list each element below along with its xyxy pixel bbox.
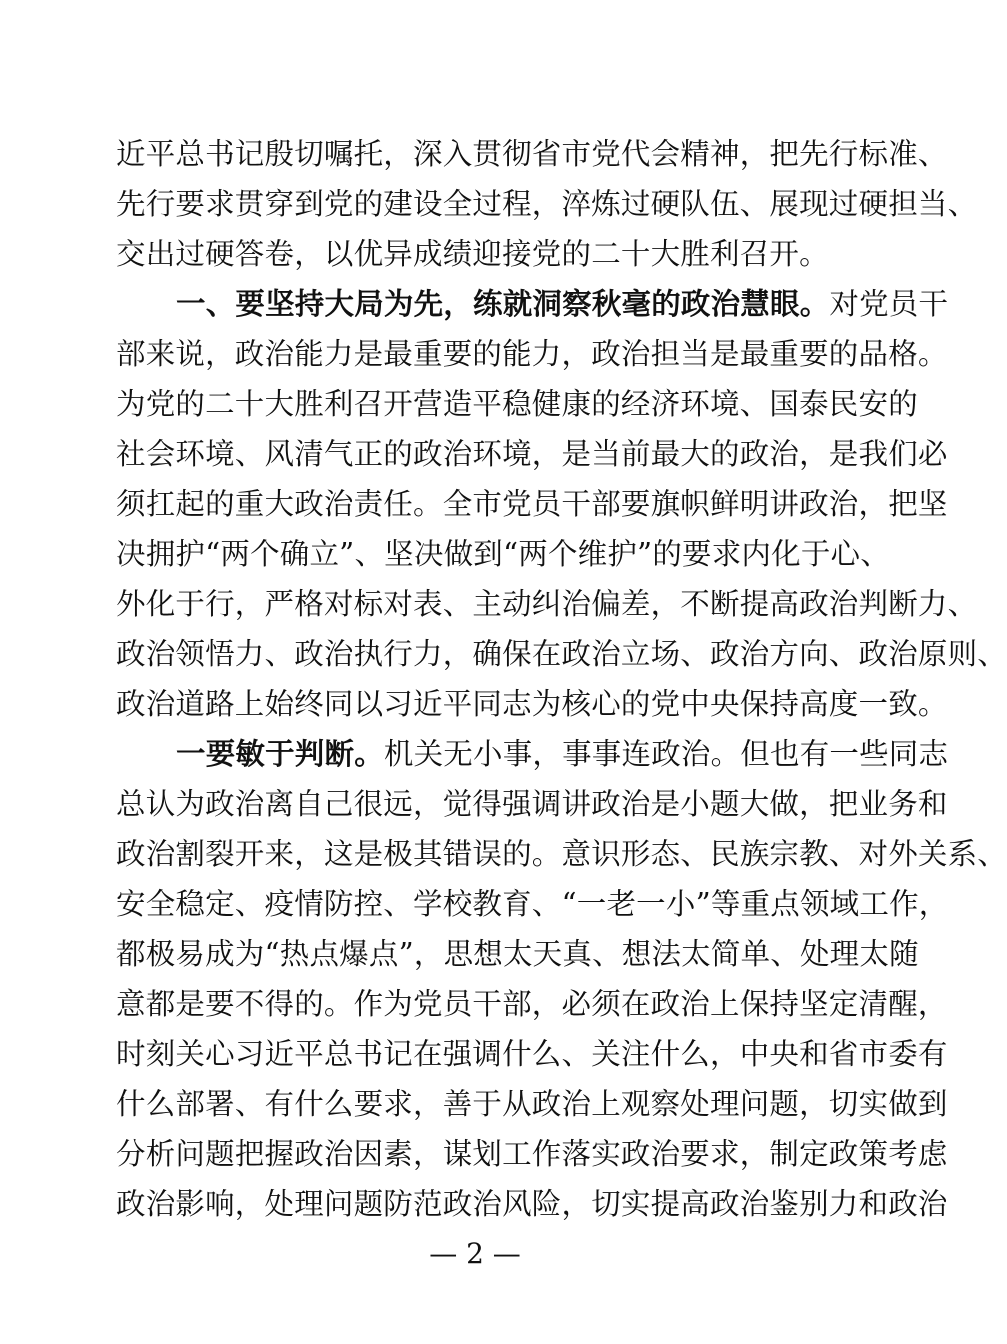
section-heading: 一、要坚持大局为先，练就洞察秋毫的政治慧眼。 — [176, 286, 830, 321]
subsection-heading: 一要敏于判断。 — [176, 736, 384, 771]
text-line: 意都是要不得的。作为党员干部，必须在政治上保持坚定清醒， — [116, 987, 948, 1021]
text-line: 什么部署、有什么要求，善于从政治上观察处理问题，切实做到 — [116, 1087, 948, 1121]
text-span: 机关无小事，事事连政治。但也有一些同志 — [383, 737, 949, 771]
section-heading-line — [176, 284, 949, 324]
text-line: 政治领悟力、政治执行力，确保在政治立场、政治方向、政治原则、 — [116, 637, 1007, 671]
text-line: 交出过硬答卷，以优异成绩迎接党的二十大胜利召开。 — [116, 237, 829, 271]
text-line: 总认为政治离自己很远，觉得强调讲政治是小题大做，把业务和 — [116, 787, 948, 821]
text-line: 外化于行，严格对标对表、主动纠治偏差，不断提高政治判断力、 — [116, 587, 978, 621]
text-line: 须扛起的重大政治责任。全市党员干部要旗帜鲜明讲政治，把坚 — [116, 487, 948, 521]
subsection-heading-line — [176, 734, 949, 774]
text-span: 对党员干 — [829, 287, 949, 321]
text-line: 社会环境、风清气正的政治环境，是当前最大的政治，是我们必 — [116, 437, 948, 471]
text-line: 近平总书记殷切嘱托，深入贯彻省市党代会精神，把先行标准、 — [116, 137, 948, 171]
text-line: 政治影响，处理问题防范政治风险，切实提高政治鉴别力和政治 — [116, 1187, 948, 1221]
text-line: 政治割裂开来，这是极其错误的。意识形态、民族宗教、对外关系、 — [116, 837, 1007, 871]
text-line: 政治道路上始终同以习近平同志为核心的党中央保持高度一致。 — [116, 687, 948, 721]
text-line: 部来说，政治能力是最重要的能力，政治担当是最重要的品格。 — [116, 337, 948, 371]
text-line: 为党的二十大胜利召开营造平稳健康的经济环境、国泰民安的 — [116, 387, 918, 421]
text-line: 安全稳定、疫情防控、学校教育、“一老一小”等重点领域工作， — [116, 887, 949, 921]
text-line: 时刻关心习近平总书记在强调什么、关注什么，中央和省市委有 — [116, 1037, 948, 1071]
page-number: — 2 — — [429, 1237, 521, 1270]
text-line: 决拥护“两个确立”、坚决做到“两个维护”的要求内化于心、 — [116, 537, 890, 571]
text-line: 都极易成为“热点爆点”，思想太天真、想法太简单、处理太随 — [116, 937, 919, 971]
text-line: 分析问题把握政治因素，谋划工作落实政治要求，制定政策考虑 — [116, 1137, 948, 1171]
text-line: 先行要求贯穿到党的建设全过程，淬炼过硬队伍、展现过硬担当、 — [116, 187, 978, 221]
